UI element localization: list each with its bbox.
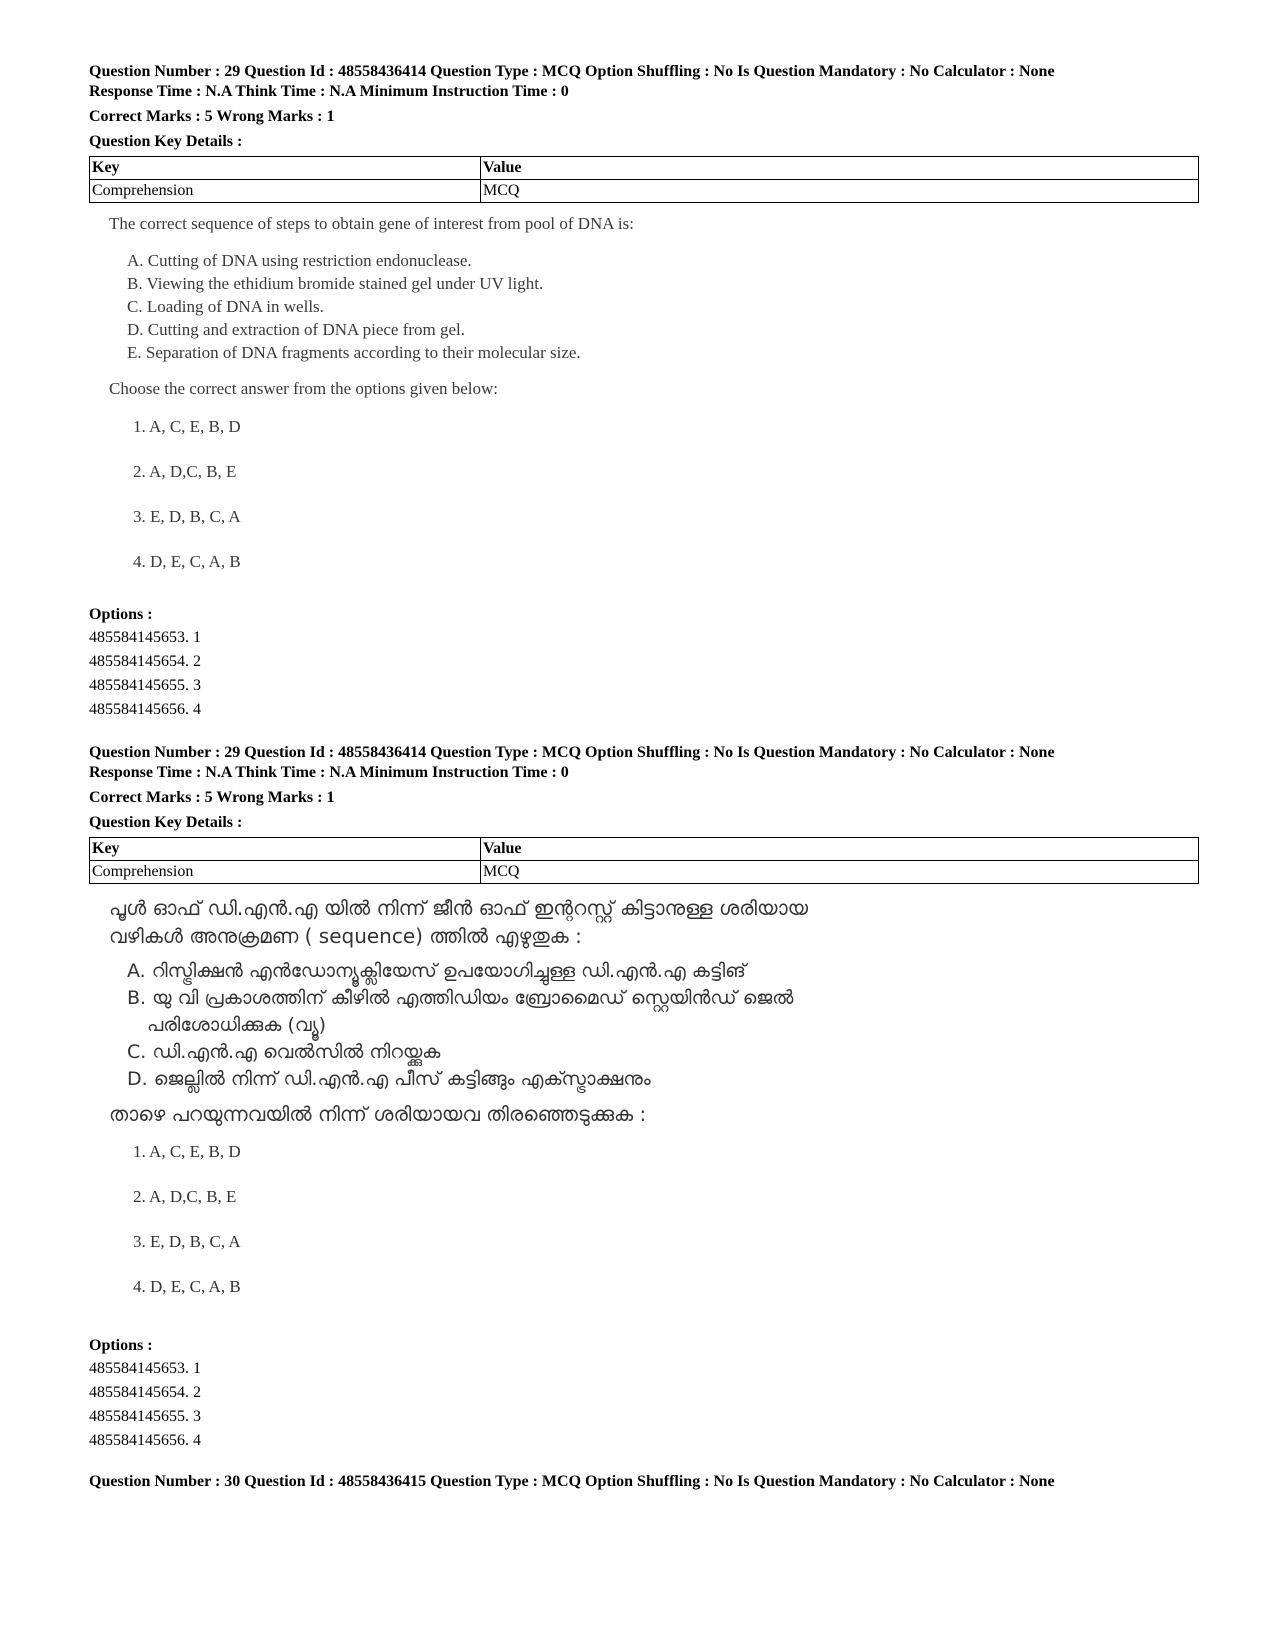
options-section-malayalam: [89, 1329, 1199, 1453]
response-time-line: Response Time : N.A Think Time : N.A Minimum Instruction Time : 0: [89, 764, 569, 781]
table-row: [90, 180, 1199, 203]
options-section-english: [89, 598, 1199, 722]
question-meta-line: Question Number : 30 Question Id : 48558436415 Question Type : MCQ Option Shuffling : No Is Question Mandatory : No Calculator : None: [89, 1473, 1055, 1490]
table-header-row: [90, 838, 1199, 861]
key-value-table: [89, 156, 1199, 203]
question-stem-line: വഴികൾ അനുക്രമണ ( sequence) ത്തിൽ എഴുതുക :: [109, 924, 582, 948]
option-item: 485584145656. 4: [89, 1432, 201, 1449]
response-time-line: Response Time : N.A Think Time : N.A Minimum Instruction Time : 0: [89, 83, 569, 100]
step-item: B. യു വി പ്രകാശത്തിന് കീഴിൽ എത്തിഡിയം ബ്രോമൈഡ് സ്റ്റെയിൻഡ് ജെൽ: [127, 987, 794, 1009]
step-item: C. Loading of DNA in wells.: [127, 297, 324, 316]
step-item: B. Viewing the ethidium bromide stained gel under UV light.: [127, 274, 544, 293]
marks-line: Correct Marks : 5 Wrong Marks : 1: [89, 789, 335, 806]
step-item: D. ജെല്ലിൽ നിന്ന് ഡി.എൻ.എ പീസ് കട്ടിങ്ങും എക്സ്ട്രാക്ഷനും: [127, 1068, 651, 1090]
key-details-label: Question Key Details :: [89, 133, 243, 150]
table-row: [90, 861, 1199, 884]
option-item: 485584145655. 3: [89, 1408, 201, 1425]
step-item: A. Cutting of DNA using restriction endonuclease.: [127, 251, 472, 270]
option-item: 485584145654. 2: [89, 653, 201, 670]
question-meta-line: Question Number : 29 Question Id : 48558436414 Question Type : MCQ Option Shuffling : No Is Question Mandatory : No Calculator : None: [89, 744, 1055, 761]
choose-instruction: താഴെ പറയുന്നവയിൽ നിന്ന് ശരിയായവ തിരഞ്ഞെടുക്കുക :: [109, 1102, 647, 1126]
option-item: 485584145653. 1: [89, 1360, 201, 1377]
key-cell: Comprehension: [90, 180, 481, 203]
step-list: [127, 249, 1199, 364]
table-header-row: [90, 157, 1199, 180]
option-item: 485584145655. 3: [89, 677, 201, 694]
question-stem: The correct sequence of steps to obtain gene of interest from pool of DNA is:: [109, 214, 634, 233]
value-header: Value: [481, 838, 1199, 861]
question-block-malayalam: [89, 743, 1199, 1321]
value-cell: MCQ: [481, 180, 1199, 203]
next-question-header: [89, 1472, 1199, 1492]
answer-choice: 1. A, C, E, B, D: [133, 417, 241, 436]
key-header: Key: [90, 838, 481, 861]
step-item: പരിശോധിക്കുക (വ്യൂ): [147, 1014, 327, 1036]
answer-choice-list: [133, 416, 1199, 596]
key-details-label: Question Key Details :: [89, 814, 243, 831]
question-block-english: [89, 62, 1199, 596]
answer-choice: 2. A, D,C, B, E: [133, 462, 237, 481]
step-item: C. ഡി.എൻ.എ വെൽസിൽ നിറയ്ക്കുക: [127, 1041, 441, 1063]
answer-choice: 3. E, D, B, C, A: [133, 1232, 241, 1251]
value-cell: MCQ: [481, 861, 1199, 884]
options-list: [89, 626, 1199, 722]
step-list: [127, 958, 1199, 1093]
options-list: [89, 1357, 1199, 1453]
answer-choice: 3. E, D, B, C, A: [133, 507, 241, 526]
question-stem-line: പൂൾ ഓഫ് ഡി.എൻ.എ യിൽ നിന്ന് ജീൻ ഓഫ് ഇന്ററസ്റ്റ് കിട്ടാനുള്ള ശരിയായ: [109, 896, 809, 920]
answer-choice: 4. D, E, C, A, B: [133, 552, 241, 571]
options-label: Options :: [89, 606, 153, 623]
step-item: E. Separation of DNA fragments according to their molecular size.: [127, 343, 581, 362]
question-meta-line: Question Number : 29 Question Id : 48558436414 Question Type : MCQ Option Shuffling : No Is Question Mandatory : No Calculator : None: [89, 63, 1055, 80]
answer-choice: 4. D, E, C, A, B: [133, 1277, 241, 1296]
answer-choice: 1. A, C, E, B, D: [133, 1142, 241, 1161]
choose-instruction: Choose the correct answer from the options given below:: [109, 379, 499, 398]
option-item: 485584145653. 1: [89, 629, 201, 646]
step-item: D. Cutting and extraction of DNA piece from gel.: [127, 320, 466, 339]
answer-choice-list: [133, 1141, 1199, 1321]
option-item: 485584145654. 2: [89, 1384, 201, 1401]
step-item: A. റിസ്ട്രിക്ഷൻ എൻഡോന്യൂക്ലിയേസ് ഉപയോഗിച്ചുള്ള ഡി.എൻ.എ കട്ടിങ്: [127, 960, 746, 982]
key-value-table: [89, 837, 1199, 884]
answer-choice: 2. A, D,C, B, E: [133, 1187, 237, 1206]
question-image-malayalam: [89, 894, 1199, 1321]
key-header: Key: [90, 157, 481, 180]
key-cell: Comprehension: [90, 861, 481, 884]
marks-line: Correct Marks : 5 Wrong Marks : 1: [89, 108, 335, 125]
option-item: 485584145656. 4: [89, 701, 201, 718]
question-image-english: [89, 213, 1199, 596]
value-header: Value: [481, 157, 1199, 180]
options-label: Options :: [89, 1337, 153, 1354]
